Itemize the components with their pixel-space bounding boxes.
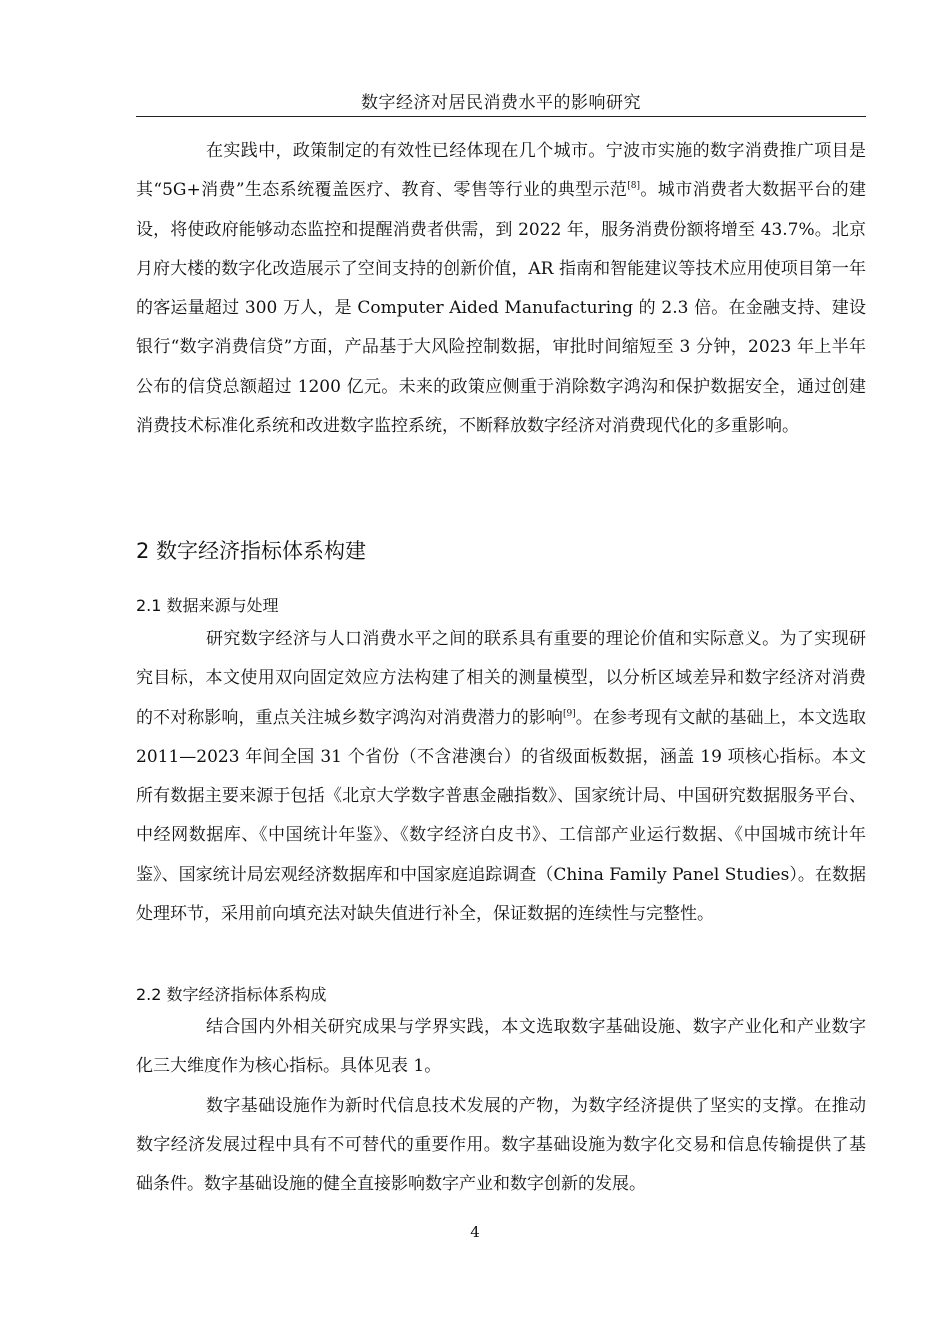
intro-text-a: 在实践中，政策制定的有效性已经体现在几个城市。宁波市实施的数字消费推广项目是其“5G+消费”生态系统覆盖医疗、教育、零售等行业的典型示范 xyxy=(136,141,866,201)
running-header: 数字经济对居民消费水平的影响研究 xyxy=(361,93,641,113)
subsection-2-2-body xyxy=(136,1008,866,1204)
indicator-paragraph-2: 数字基础设施作为新时代信息技术发展的产物，为数字经济提供了坚实的支撑。在推动数字经济发展过程中具有不可替代的重要作用。数字基础设施为数字化交易和信息传输提供了基础条件。数字基础设施的健全直接影响数字产业和数字创新的发展。 xyxy=(136,1095,866,1195)
citation-8: [8] xyxy=(627,181,641,192)
subsection-heading-2-2: 2.2 数字经济指标体系构成 xyxy=(136,985,327,1004)
data-source-paragraph xyxy=(136,620,866,934)
citation-9: [9] xyxy=(562,708,576,719)
intro-paragraph xyxy=(136,132,866,446)
header-rule xyxy=(136,116,866,117)
data-source-text-b: 。在参考现有文献的基础上，本文选取 2011—2023 年间全国 31 个省份（不含港澳台）的省级面板数据，涵盖 19 项核心指标。本文所有数据主要来源于包括《北京大学数字普惠金融指数》、国家统计局、中国研究数据服务平台、中经网数据库、《中国统计年鉴》、《数字经济白皮书》、工信部产业运行数据、《中国城市统计年鉴》、国家统计局宏观经济数据库和中国家庭追踪调查（China Family Panel Studies）。在数据处理环节，采用前向填充法对缺失值进行补全，保证数据的连续性与完整性。 xyxy=(136,707,867,925)
indicator-paragraph-1: 结合国内外相关研究成果与学界实践，本文选取数字基础设施、数字产业化和产业数字化三大维度作为核心指标。具体见表 1。 xyxy=(136,1017,866,1077)
data-source-text-a: 研究数字经济与人口消费水平之间的联系具有重要的理论价值和实际意义。为了实现研究目标，本文使用双向固定效应方法构建了相关的测量模型，以分析区域差异和数字经济对消费的不对称影响，重点关注城乡数字鸿沟对消费潜力的影响 xyxy=(136,629,866,728)
page-number: 4 xyxy=(470,1223,480,1241)
intro-section xyxy=(136,132,866,446)
subsection-2-1-body xyxy=(136,620,866,934)
intro-text-b: 。城市消费者大数据平台的建设，将使政府能够动态监控和提醒消费者供需，到 2022 年，服务消费份额将增至 43.7%。北京月府大楼的数字化改造展示了空间支持的创新价值，AR 指南和智能建议等技术应用使项目第一年的客运量超过 300 万人，是 Computer Aided Manufacturing 的 2.3 倍。在金融支持、建设银行“数字消费信贷”方面，产品基于大风险控制数据，审批时间缩短至 3 分钟，2023 年上半年公布的信贷总额超过 1200 亿元。未来的政策应侧重于消除数字鸿沟和保护数据安全，通过创建消费技术标准化系统和改进数字监控系统，不断释放数字经济对消费现代化的多重影响。 xyxy=(136,180,866,437)
subsection-heading-2-1: 2.1 数据来源与处理 xyxy=(136,596,279,615)
section-heading-2: 2 数字经济指标体系构建 xyxy=(136,539,367,563)
